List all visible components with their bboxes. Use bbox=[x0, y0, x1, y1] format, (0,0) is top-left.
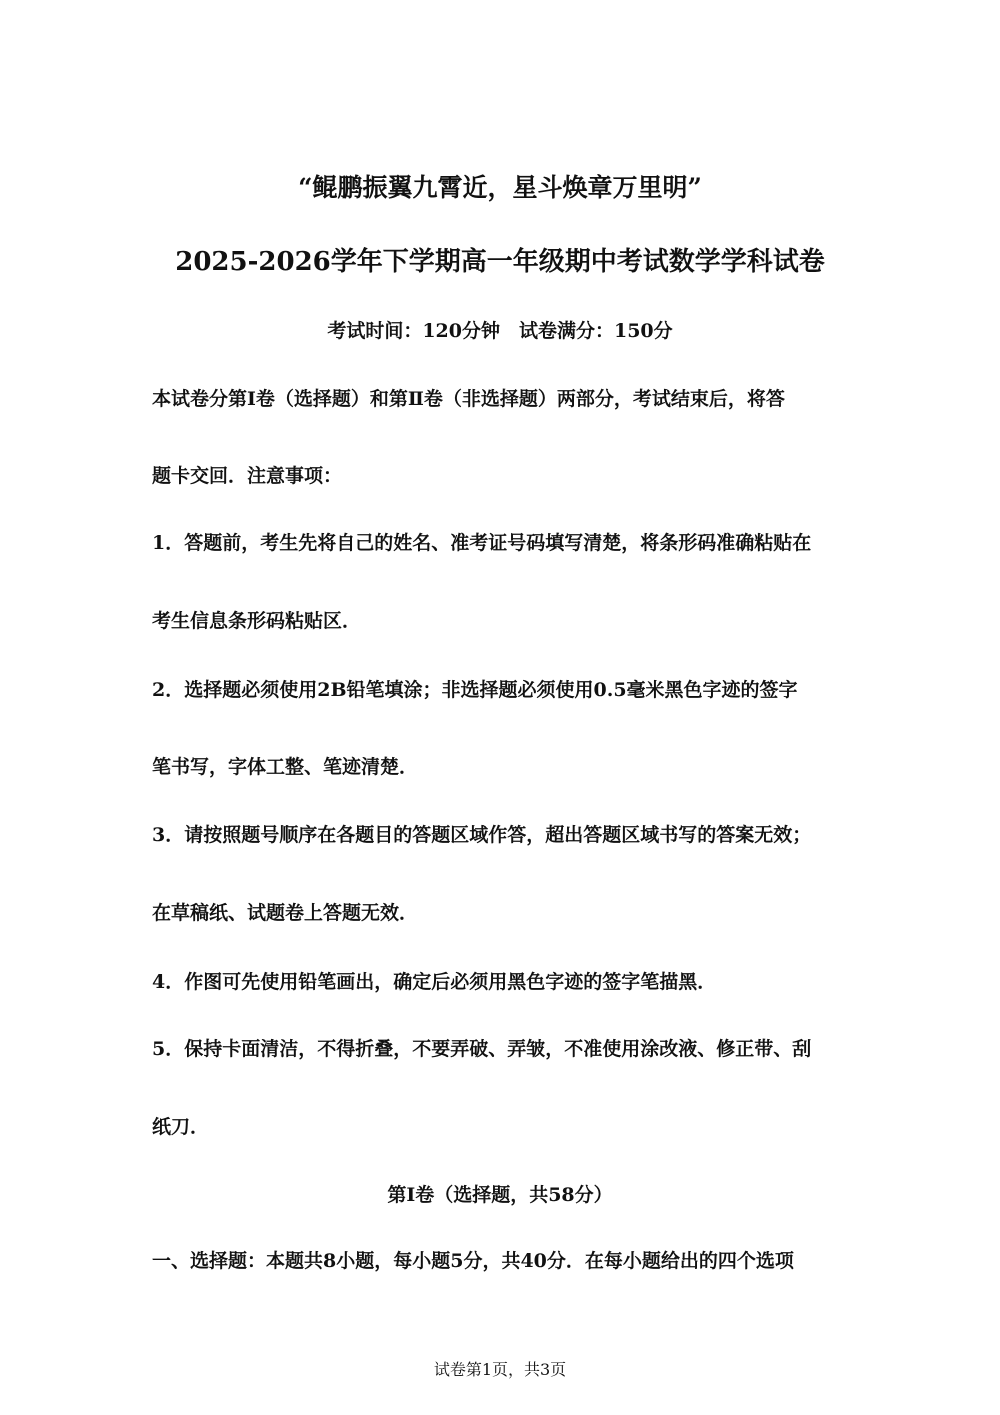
exam-time-and-score: 考试时间：120分钟 试卷满分：150分 bbox=[327, 320, 673, 342]
note-item-4: 4．作图可先使用铅笔画出，确定后必须用黑色字迹的签字笔描黑． bbox=[152, 971, 717, 993]
page-footer: 试卷第1页，共3页 bbox=[433, 1360, 567, 1379]
note-item-5: 5．保持卡面清洁，不得折叠，不要弄破、弄皱，不准使用涂改液、修正带、刮 bbox=[152, 1038, 812, 1060]
note-item-1: 1．答题前，考生先将自己的姓名、准考证号码填写清楚，将条形码准确粘贴在 bbox=[152, 532, 812, 554]
note-item-3: 3．请按照题号顺序在各题目的答题区域作答，超出答题区域书写的答案无效； bbox=[152, 824, 812, 846]
exam-motto: “鲲鹏振翼九霄近，星斗焕章万里明” bbox=[298, 173, 702, 202]
note-item-5-continued: 纸刀． bbox=[152, 1116, 210, 1138]
exam-title: 2025-2026学年下学期高一年级期中考试数学学科试卷 bbox=[175, 247, 825, 277]
note-item-3-continued: 在草稿纸、试题卷上答题无效． bbox=[152, 902, 419, 924]
note-item-2-continued: 笔书写，字体工整、笔迹清楚． bbox=[152, 756, 419, 778]
note-item-2: 2．选择题必须使用2B铅笔填涂；非选择题必须使用0.5毫米黑色字迹的签字 bbox=[152, 679, 798, 701]
part-one-heading: 第Ⅰ卷（选择题，共58分） bbox=[387, 1184, 613, 1206]
section-one-instruction: 一、选择题：本题共8小题，每小题5分，共40分．在每小题给出的四个选项 bbox=[152, 1250, 794, 1272]
note-item-1-continued: 考生信息条形码粘贴区． bbox=[152, 610, 362, 632]
intro-line: 本试卷分第Ⅰ卷（选择题）和第Ⅱ卷（非选择题）两部分，考试结束后，将答 bbox=[152, 388, 785, 410]
intro-line: 题卡交回．注意事项： bbox=[152, 465, 343, 487]
